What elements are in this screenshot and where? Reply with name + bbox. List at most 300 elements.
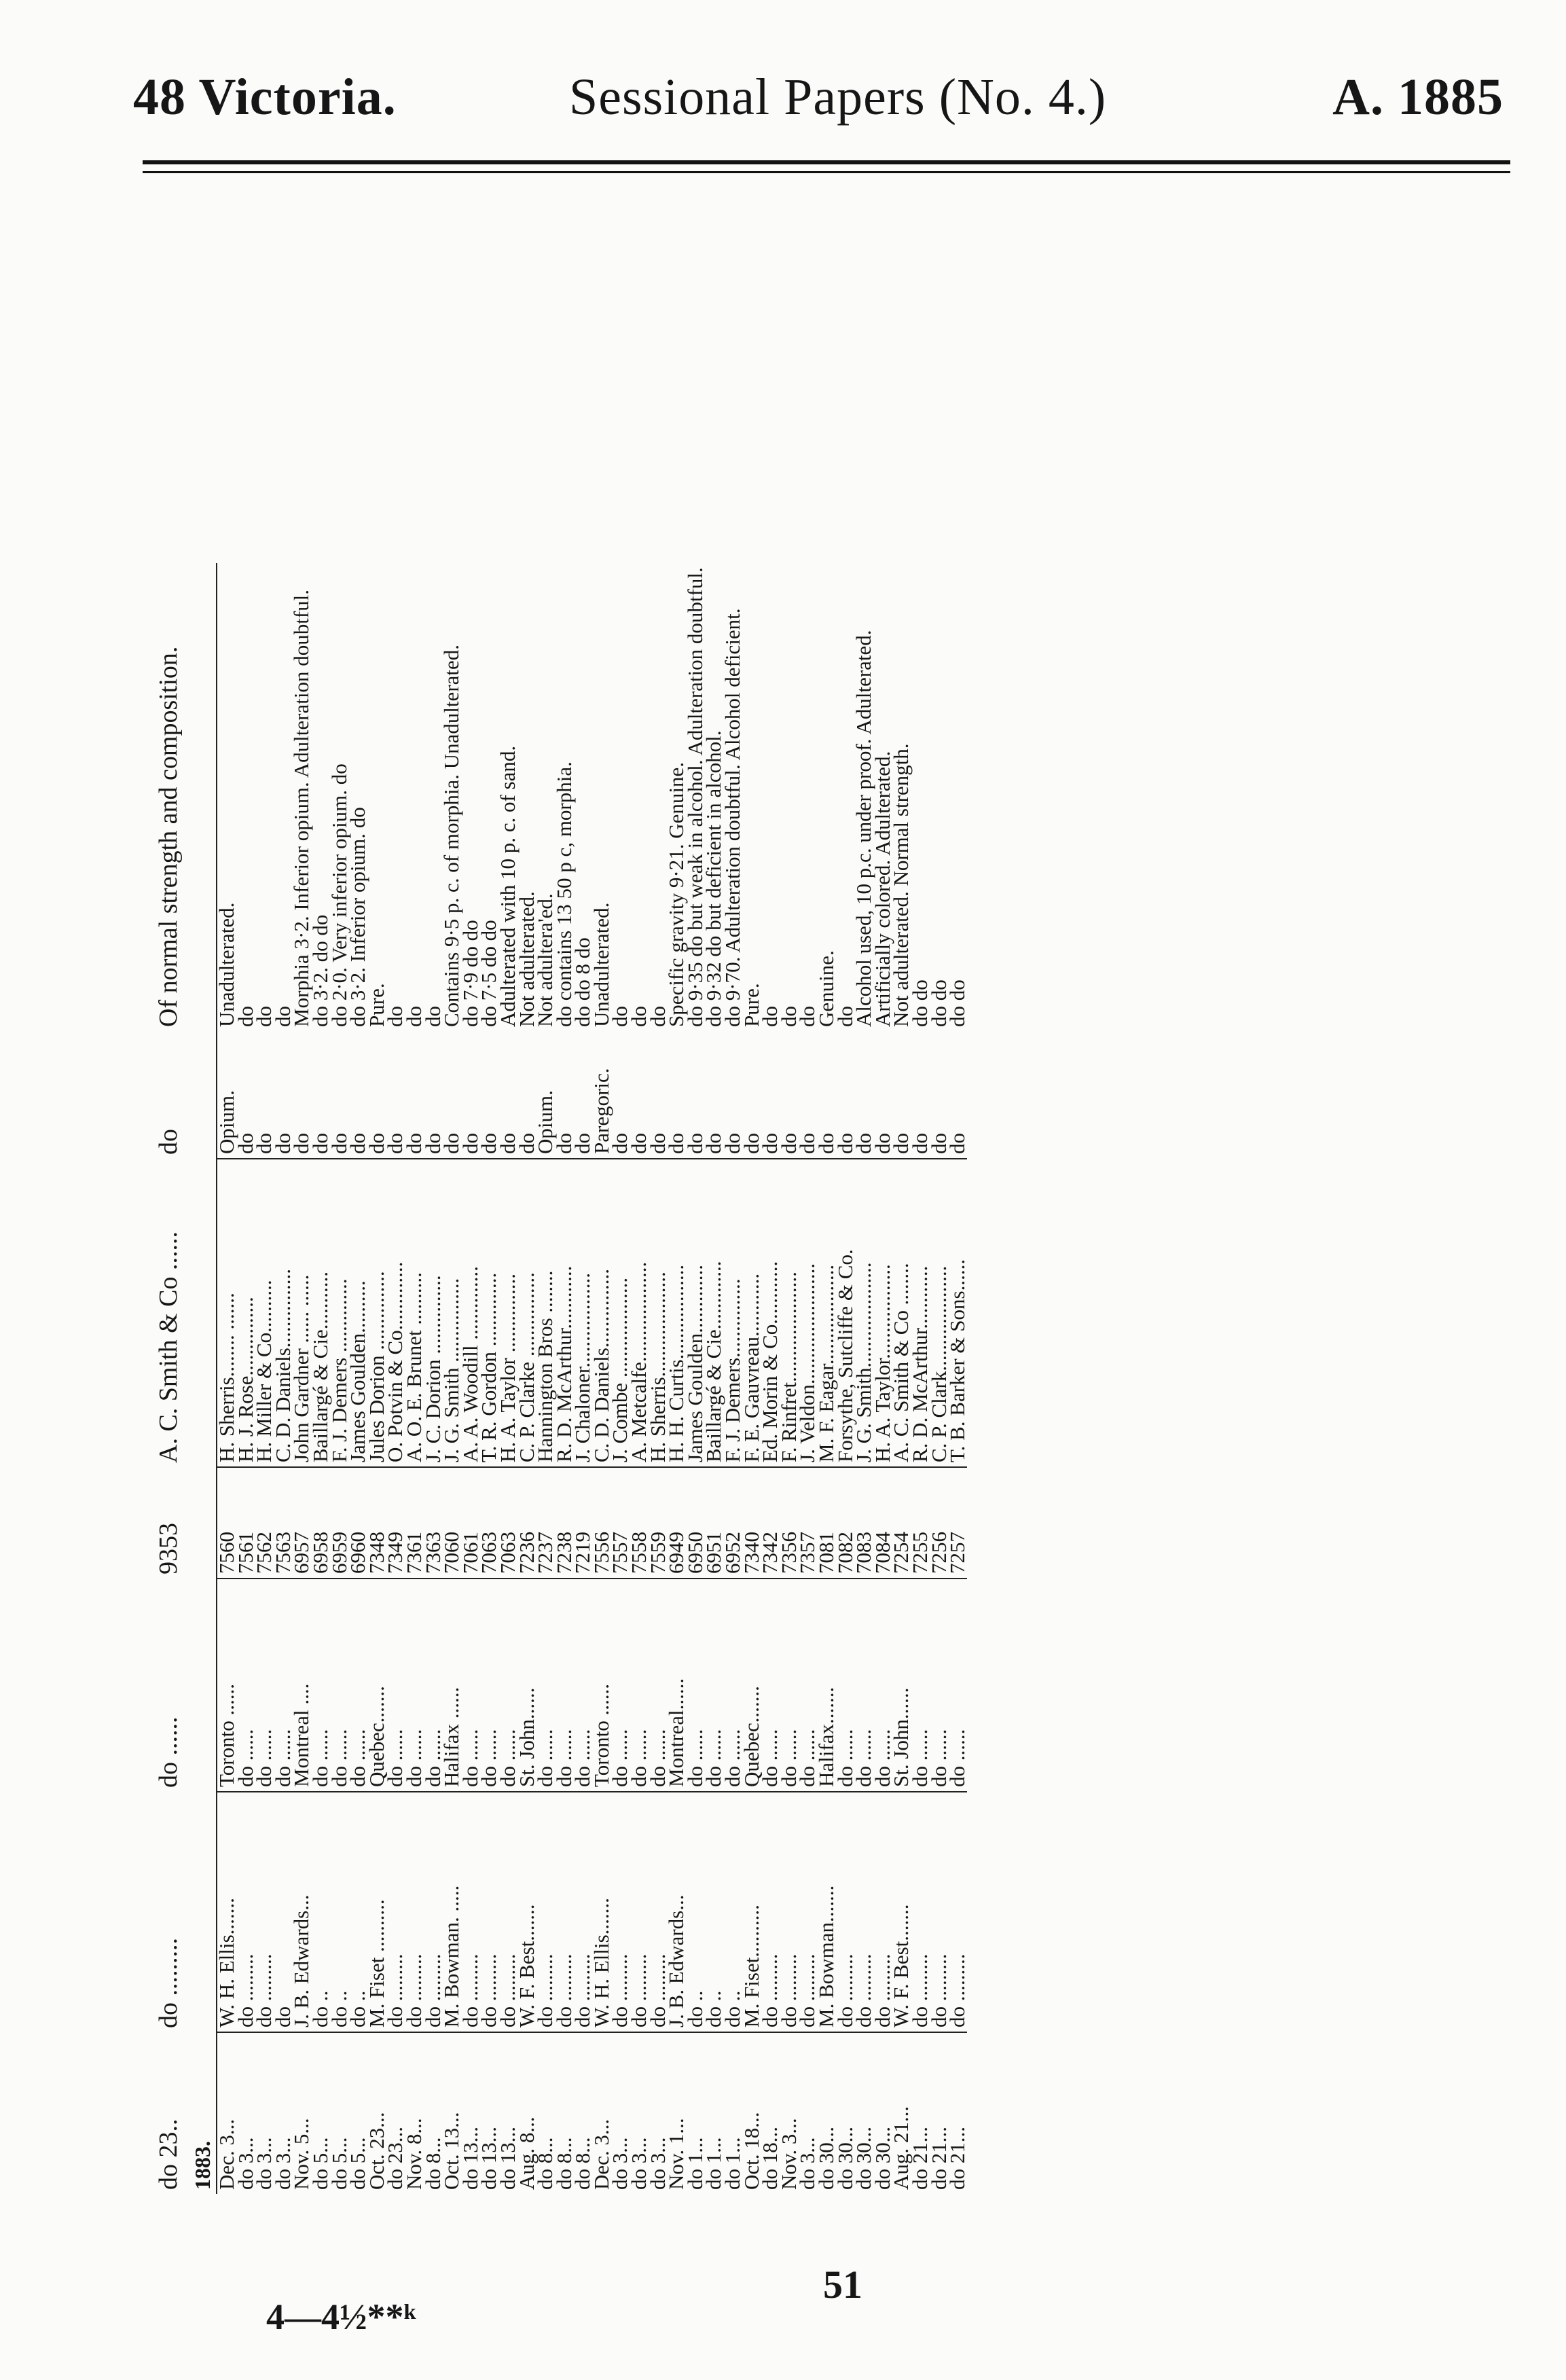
cell-date: do 13... [495, 2127, 520, 2190]
cell-result: do do [907, 979, 932, 1027]
cell-number: 7238 [555, 1467, 574, 1579]
cell-result: Morphia 3·2. Inferior opium. Adulteration doubtful. [289, 590, 314, 1027]
cell-vendor: J. C. Dorion ............... [424, 1159, 443, 1467]
cell-number: 7257 [948, 1467, 967, 1579]
cell-date: Aug. 21... [889, 2106, 913, 2190]
cell-vendor: J. Combe ................... [611, 1159, 630, 1467]
cell-number: 7063 [498, 1467, 517, 1579]
cell-article: Opium. [217, 1031, 236, 1159]
cell-date: do 30... [833, 2127, 857, 2190]
cell-inspector: do ......... [836, 1792, 855, 2032]
cell-inspector: do ......... [154, 1938, 183, 2028]
cell-vendor: C. D. Daniels............... [592, 1159, 611, 1467]
cell-article: do [424, 1031, 443, 1159]
cell-vendor: James Goulden.......... [348, 1159, 367, 1467]
cell-date: do 8... [551, 2137, 576, 2190]
cell-result: do [252, 1006, 276, 1027]
cell-vendor: A. A. Woodill .............. [461, 1159, 480, 1467]
cell-place: St. John...... [517, 1579, 536, 1792]
cell-inspector: do ......... [611, 1792, 630, 2032]
cell-place: do ...... [930, 1579, 949, 1792]
cell-inspector: M. Fiset .......... [367, 1792, 386, 2032]
cell-inspector: do ......... [536, 1792, 555, 2032]
cell-number: 7357 [798, 1467, 817, 1579]
cell-inspector: do ......... [649, 1792, 668, 2032]
cell-number: 7348 [367, 1467, 386, 1579]
cell-result: do do [926, 979, 951, 1027]
cell-date: do 23.. [154, 2118, 183, 2190]
cell-vendor: Jules Dorion ............... [367, 1159, 386, 1467]
cell-date: do 18... [758, 2127, 782, 2190]
cell-result: Not adulterated. [514, 891, 539, 1027]
cell-inspector: do ......... [479, 1792, 498, 2032]
cell-inspector: do ......... [630, 1792, 649, 2032]
cell-number: 7082 [836, 1467, 855, 1579]
cell-article: do [854, 1031, 873, 1159]
cell-date: Nov. 1... [664, 2118, 689, 2190]
cell-place: Montreal...... [667, 1579, 686, 1792]
cell-number: 7556 [592, 1467, 611, 1579]
cell-vendor: H. A. Taylor.................. [873, 1159, 892, 1467]
cell-article: do [348, 1031, 367, 1159]
cell-article: do [836, 1031, 855, 1159]
cell-result: do [795, 1006, 820, 1027]
cell-inspector: M. Bowman....... [817, 1792, 836, 2032]
cell-place: Quebec....... [367, 1579, 386, 1792]
cell-date: do 3... [233, 2137, 257, 2190]
cell-number: 7061 [461, 1467, 480, 1579]
cell-article: do [817, 1031, 836, 1159]
cell-place: do ...... [498, 1579, 517, 1792]
cell-result: Adulterated with 10 p. c. of sand. [495, 745, 520, 1027]
cell-vendor: James Goulden............. [686, 1159, 705, 1467]
cell-article: do [154, 1129, 183, 1155]
cell-article: do [611, 1031, 630, 1159]
cell-article: do [667, 1031, 686, 1159]
cell-article: do [761, 1031, 780, 1159]
cell-result: do 3·2. Inferior opium. do [346, 807, 370, 1027]
cell-place: Toronto ...... [592, 1579, 611, 1792]
cell-inspector: J. B. Edwards... [667, 1792, 686, 2032]
cell-vendor: F. J. Demers .............. [330, 1159, 349, 1467]
cell-inspector: W. H. Ellis....... [592, 1792, 611, 2032]
cell-number: 7219 [573, 1467, 592, 1579]
cell-result: Not adultera'ed. [533, 893, 558, 1027]
cell-number: 6949 [667, 1467, 686, 1579]
cell-inspector: do ......... [873, 1792, 892, 2032]
cell-number: 7060 [442, 1467, 461, 1579]
cell-article: do [292, 1031, 311, 1159]
cell-vendor: A. C. Smith & Co ...... [154, 1231, 183, 1463]
cell-article: do [911, 1031, 930, 1159]
cell-result: do 9·35 do but weak in alcohol. Adulteration doubtful. [682, 567, 707, 1027]
cell-result: do 3·2. do do [308, 914, 332, 1027]
cell-inspector: do ......... [424, 1792, 443, 2032]
cell-date: do 13... [477, 2127, 501, 2190]
cell-result: Pure. [364, 983, 388, 1027]
cell-result: do [627, 1006, 651, 1027]
cell-number: 9353 [154, 1523, 183, 1574]
adulteration-register-table [148, 563, 970, 2194]
cell-place: Toronto ...... [217, 1579, 236, 1792]
cell-date: do 3... [627, 2137, 651, 2190]
cell-inspector: W. F. Best....... [892, 1792, 911, 2032]
cell-place: do ...... [798, 1579, 817, 1792]
cell-result: do [833, 1006, 857, 1027]
cell-date: do 30... [870, 2127, 894, 2190]
cell-date: do 5... [327, 2137, 351, 2190]
cell-inspector: do [274, 1792, 293, 2032]
cell-number: 7557 [611, 1467, 630, 1579]
cell-result: do [758, 1006, 782, 1027]
cell-vendor: H. J. Rose............... [236, 1159, 255, 1467]
cell-date: do 1... [682, 2137, 707, 2190]
cell-result: do [383, 1006, 407, 1027]
cell-article: do [948, 1031, 967, 1159]
cell-number: 7561 [236, 1467, 255, 1579]
cell-number: 7083 [854, 1467, 873, 1579]
signature-mark: 4—4½**ᵏ [266, 2296, 416, 2337]
cell-number: 6951 [704, 1467, 723, 1579]
cell-inspector: do ......... [555, 1792, 574, 2032]
cell-number: 7084 [873, 1467, 892, 1579]
cell-number: 7349 [386, 1467, 405, 1579]
cell-place: Halifax....... [817, 1579, 836, 1792]
cell-article: do [892, 1031, 911, 1159]
cell-place: St. John...... [892, 1579, 911, 1792]
cell-article: do [723, 1031, 742, 1159]
cell-date: do 23... [383, 2127, 407, 2190]
cell-date: do 5... [346, 2137, 370, 2190]
cell-place: Halifax ...... [442, 1579, 461, 1792]
cell-article: do [479, 1031, 498, 1159]
cell-inspector: do ......... [911, 1792, 930, 2032]
cell-inspector: W. H. Ellis....... [217, 1792, 236, 2032]
cell-date: do 3... [645, 2137, 670, 2190]
table-row [948, 563, 967, 2194]
cell-inspector: do ......... [930, 1792, 949, 2032]
cell-article: do [386, 1031, 405, 1159]
cell-article: do [274, 1031, 293, 1159]
cell-article: do [498, 1031, 517, 1159]
cell-result: Specific gravity 9·21. Genuine. [664, 762, 689, 1027]
cell-vendor: Baillargé & Cie........... [311, 1159, 330, 1467]
cell-date: Dec. 3... [589, 2118, 613, 2190]
cell-place: do ...... [630, 1579, 649, 1792]
cell-result: do 2·0. Very inferior opium. do [327, 763, 351, 1027]
cell-number: 7361 [405, 1467, 424, 1579]
cell-result: Contains 9·5 p. c. of morphia. Unadulterated. [439, 644, 464, 1027]
cell-number: 7563 [274, 1467, 293, 1579]
cell-date: Nov. 3... [776, 2118, 801, 2190]
cell-place: do ...... [405, 1579, 424, 1792]
cell-place: Montreal .... [292, 1579, 311, 1792]
cell-article: do [236, 1031, 255, 1159]
cell-inspector: do ......... [573, 1792, 592, 2032]
cell-place: do ...... [649, 1579, 668, 1792]
cell-vendor: F. E. Gauvreau............ [742, 1159, 761, 1467]
cell-date: Oct. 18... [739, 2112, 763, 2190]
cell-article: do [311, 1031, 330, 1159]
cell-article: Paregoric. [592, 1031, 611, 1159]
cell-place: do ...... [311, 1579, 330, 1792]
cell-place: do ...... [780, 1579, 799, 1792]
cell-inspector: do ......... [255, 1792, 274, 2032]
cell-inspector: M. Fiset.......... [742, 1792, 761, 2032]
cell-inspector: J. B. Edwards... [292, 1792, 311, 2032]
cell-number: 7342 [761, 1467, 780, 1579]
cell-article: do [461, 1031, 480, 1159]
cell-vendor: H. A. Taylor ............... [498, 1159, 517, 1467]
cell-result: do 7·5 do do [477, 920, 501, 1027]
page-number: 51 [823, 2262, 862, 2307]
cell-date: do 8... [570, 2137, 595, 2190]
cell-result: do 9·32 do but deficient in alcohol. [702, 730, 726, 1027]
cell-place: do ...... [386, 1579, 405, 1792]
cell-date: Dec. 3... [217, 2032, 236, 2194]
cell-vendor: C. P. Clarke ................ [517, 1159, 536, 1467]
cell-number: 6958 [311, 1467, 330, 1579]
cell-place: do ...... [704, 1579, 723, 1792]
cell-date: do 3... [252, 2137, 276, 2190]
cell-article: do [630, 1031, 649, 1159]
cell-place: do ...... [348, 1579, 367, 1792]
cell-article: do [573, 1031, 592, 1159]
cell-result: do [233, 1006, 257, 1027]
cell-inspector: do ......... [461, 1792, 480, 2032]
cell-article: do [330, 1031, 349, 1159]
cell-article: do [367, 1031, 386, 1159]
cell-result: do [270, 1006, 295, 1027]
cell-article: Opium. [536, 1031, 555, 1159]
cell-place: do ...... [255, 1579, 274, 1792]
year-label: 1883. [190, 2141, 215, 2190]
cell-article: do [517, 1031, 536, 1159]
cell-result: Unadulterated. [217, 563, 236, 1031]
cell-inspector: do ......... [236, 1792, 255, 2032]
cell-vendor: Forsythe, Sutcliffe & Co. [836, 1159, 855, 1467]
cell-result: Not adulterated. Normal strength. [889, 743, 913, 1027]
cell-date: do 30... [814, 2127, 838, 2190]
cell-result: do 7·9 do do [458, 920, 482, 1027]
cell-vendor: J. G. Smith.................... [854, 1159, 873, 1467]
cell-place: Quebec....... [742, 1579, 761, 1792]
cell-article: do [405, 1031, 424, 1159]
cell-article: do [742, 1031, 761, 1159]
cell-date: do 21... [926, 2127, 951, 2190]
cell-article: do [930, 1031, 949, 1159]
cell-inspector: do .. [704, 1792, 723, 2032]
cell-vendor: John Gardner ...... ...... [292, 1159, 311, 1467]
cell-place: do ...... [573, 1579, 592, 1792]
cell-date: do 13... [458, 2127, 482, 2190]
cell-vendor: H. Miller & Co.......... [255, 1159, 274, 1467]
cell-article: do [798, 1031, 817, 1159]
cell-place: do ...... [236, 1579, 255, 1792]
cell-vendor: Hannington Bros ........ [536, 1159, 555, 1467]
cell-number: 7237 [536, 1467, 555, 1579]
cell-date: Aug. 8... [514, 2116, 539, 2190]
cell-date: do 30... [852, 2127, 876, 2190]
cell-place: do ...... [873, 1579, 892, 1792]
cell-place: do ...... [854, 1579, 873, 1792]
cell-vendor: C. P. Clark.................... [930, 1159, 949, 1467]
cell-result: do [420, 1006, 445, 1027]
cell-date: do 21... [907, 2127, 932, 2190]
cell-number: 7236 [517, 1467, 536, 1579]
cell-date: do 1... [721, 2137, 745, 2190]
header-rule-thin [143, 171, 1510, 173]
cell-date: do 8... [533, 2137, 558, 2190]
cell-vendor: A. Metcalfe................... [630, 1159, 649, 1467]
cell-number: 6959 [330, 1467, 349, 1579]
cell-inspector: do ......... [761, 1792, 780, 2032]
cell-number: 7560 [217, 1467, 236, 1579]
cell-inspector: W. F. Best....... [517, 1792, 536, 2032]
cell-place: do ...... [330, 1579, 349, 1792]
cell-number: 7255 [911, 1467, 930, 1579]
cell-date: do 3... [608, 2137, 632, 2190]
cell-number: 6952 [723, 1467, 742, 1579]
cell-vendor: R. D. McArthur............ [911, 1159, 930, 1467]
cell-number: 6950 [686, 1467, 705, 1579]
cell-place: do ...... [274, 1579, 293, 1792]
cell-result: do do 8 do [570, 937, 595, 1027]
cell-date: Nov. 5... [289, 2118, 314, 2190]
cell-place: do ...... [555, 1579, 574, 1792]
cell-inspector: do ......... [798, 1792, 817, 2032]
cell-vendor: A. C. Smith & Co ........ [892, 1159, 911, 1467]
cell-result: do [608, 1006, 632, 1027]
cell-result: Artificially colored. Adulterated. [870, 751, 894, 1027]
cell-date: do 1... [702, 2137, 726, 2190]
cell-inspector: do .. [330, 1792, 349, 2032]
cell-number: 7363 [424, 1467, 443, 1579]
cell-place: do ...... [761, 1579, 780, 1792]
cell-inspector: do ......... [498, 1792, 517, 2032]
header-center-title: Sessional Papers (No. 4.) [569, 69, 1107, 126]
cell-vendor: J. Veldon....................... [798, 1159, 817, 1467]
cell-inspector: do .. [311, 1792, 330, 2032]
cell-number: 7340 [742, 1467, 761, 1579]
cell-vendor: A. O. E. Brunet .......... [405, 1159, 424, 1467]
cell-result: Unadulterated. [589, 902, 613, 1027]
header-left-title: 48 Victoria. [133, 69, 397, 126]
cell-vendor: T. B. Barker & Sons...... [948, 1159, 967, 1467]
cell-result: Of normal strength and composition. [154, 646, 183, 1027]
cell-inspector: do .. [686, 1792, 705, 2032]
cell-result: do [776, 1006, 801, 1027]
cell-place: do ...... [154, 1716, 183, 1788]
cell-article: do [555, 1031, 574, 1159]
cell-result: Pure. [739, 983, 763, 1027]
cell-date: Nov. 8... [401, 2118, 426, 2190]
cell-vendor: Ed. Morin & Co............ [761, 1159, 780, 1467]
cell-inspector: M. Bowman. ..... [442, 1792, 461, 2032]
cell-result: do [645, 1006, 670, 1027]
cell-number: 7559 [649, 1467, 668, 1579]
cell-article: do [686, 1031, 705, 1159]
cell-place: do ...... [836, 1579, 855, 1792]
cell-result: do [401, 1006, 426, 1027]
cell-place: do ...... [948, 1579, 967, 1792]
cell-date: Oct. 23... [364, 2112, 388, 2190]
cell-vendor: J. G. Smith ................ [442, 1159, 461, 1467]
cell-result: do do [945, 979, 970, 1027]
header-right-title: A. 1885 [1332, 69, 1504, 126]
cell-inspector: do ......... [780, 1792, 799, 2032]
cell-place: do ...... [911, 1579, 930, 1792]
cell-number: 7562 [255, 1467, 274, 1579]
cell-number: 7356 [780, 1467, 799, 1579]
cell-date: do 5... [308, 2137, 332, 2190]
cell-number: 7256 [930, 1467, 949, 1579]
cell-number: 7081 [817, 1467, 836, 1579]
cell-date: do 8... [420, 2137, 445, 2190]
cell-vendor: H. H. Curtis.................. [667, 1159, 686, 1467]
cell-number: 6960 [348, 1467, 367, 1579]
cell-vendor: C. D. Daniels............... [274, 1159, 293, 1467]
cell-vendor: H. Sherris.................... [649, 1159, 668, 1467]
cell-place: do ...... [611, 1579, 630, 1792]
cell-article: do [255, 1031, 274, 1159]
cell-date: Oct. 13... [439, 2112, 464, 2190]
cell-article: do [442, 1031, 461, 1159]
cell-inspector: do .. [348, 1792, 367, 2032]
cell-place: do ...... [723, 1579, 742, 1792]
cell-inspector: do ......... [405, 1792, 424, 2032]
cell-article: do [873, 1031, 892, 1159]
cell-result: Alcohol used, 10 p.c. under proof. Adulterated. [852, 630, 876, 1027]
cell-inspector: do ......... [386, 1792, 405, 2032]
cell-vendor: O. Potvin & Co............. [386, 1159, 405, 1467]
cell-date: do 3... [795, 2137, 820, 2190]
cell-result: Genuine. [814, 950, 838, 1027]
cell-place: do ...... [461, 1579, 480, 1792]
cell-inspector: do .. [723, 1792, 742, 2032]
cell-vendor: R. D. McArthur............ [555, 1159, 574, 1467]
cell-vendor: F. Rinfret..................... [780, 1159, 799, 1467]
cell-place: do ...... [424, 1579, 443, 1792]
year-row [189, 563, 217, 2194]
cell-article: do [649, 1031, 668, 1159]
cell-inspector: do ......... [854, 1792, 873, 2032]
cell-vendor: M. F. Eagar................... [817, 1159, 836, 1467]
header-rule-thick [143, 160, 1510, 164]
rotated-table [148, 204, 1513, 2194]
cell-inspector: do ......... [948, 1792, 967, 2032]
cell-vendor: T. R. Gordon .............. [479, 1159, 498, 1467]
cell-article: do [704, 1031, 723, 1159]
cell-place: do ...... [686, 1579, 705, 1792]
cell-number: 6957 [292, 1467, 311, 1579]
cell-vendor: H. Sherris........ ....... [217, 1159, 236, 1467]
carryover-row [148, 563, 189, 2194]
cell-number: 7558 [630, 1467, 649, 1579]
cell-date: do 3... [270, 2137, 295, 2190]
cell-vendor: J. Chaloner.................. [573, 1159, 592, 1467]
cell-place: do ...... [536, 1579, 555, 1792]
cell-number: 7254 [892, 1467, 911, 1579]
cell-vendor: Baillargé & Cie............. [704, 1159, 723, 1467]
cell-vendor: F. J. Demers............... [723, 1159, 742, 1467]
cell-date: do 21... [945, 2127, 970, 2190]
cell-article: do [780, 1031, 799, 1159]
cell-number: 7063 [479, 1467, 498, 1579]
cell-place: do ...... [479, 1579, 498, 1792]
cell-result: do 9·70. Adulteration doubtful. Alcohol deficient. [721, 608, 745, 1027]
cell-result: do contains 13 50 p c, morphia. [551, 761, 576, 1027]
